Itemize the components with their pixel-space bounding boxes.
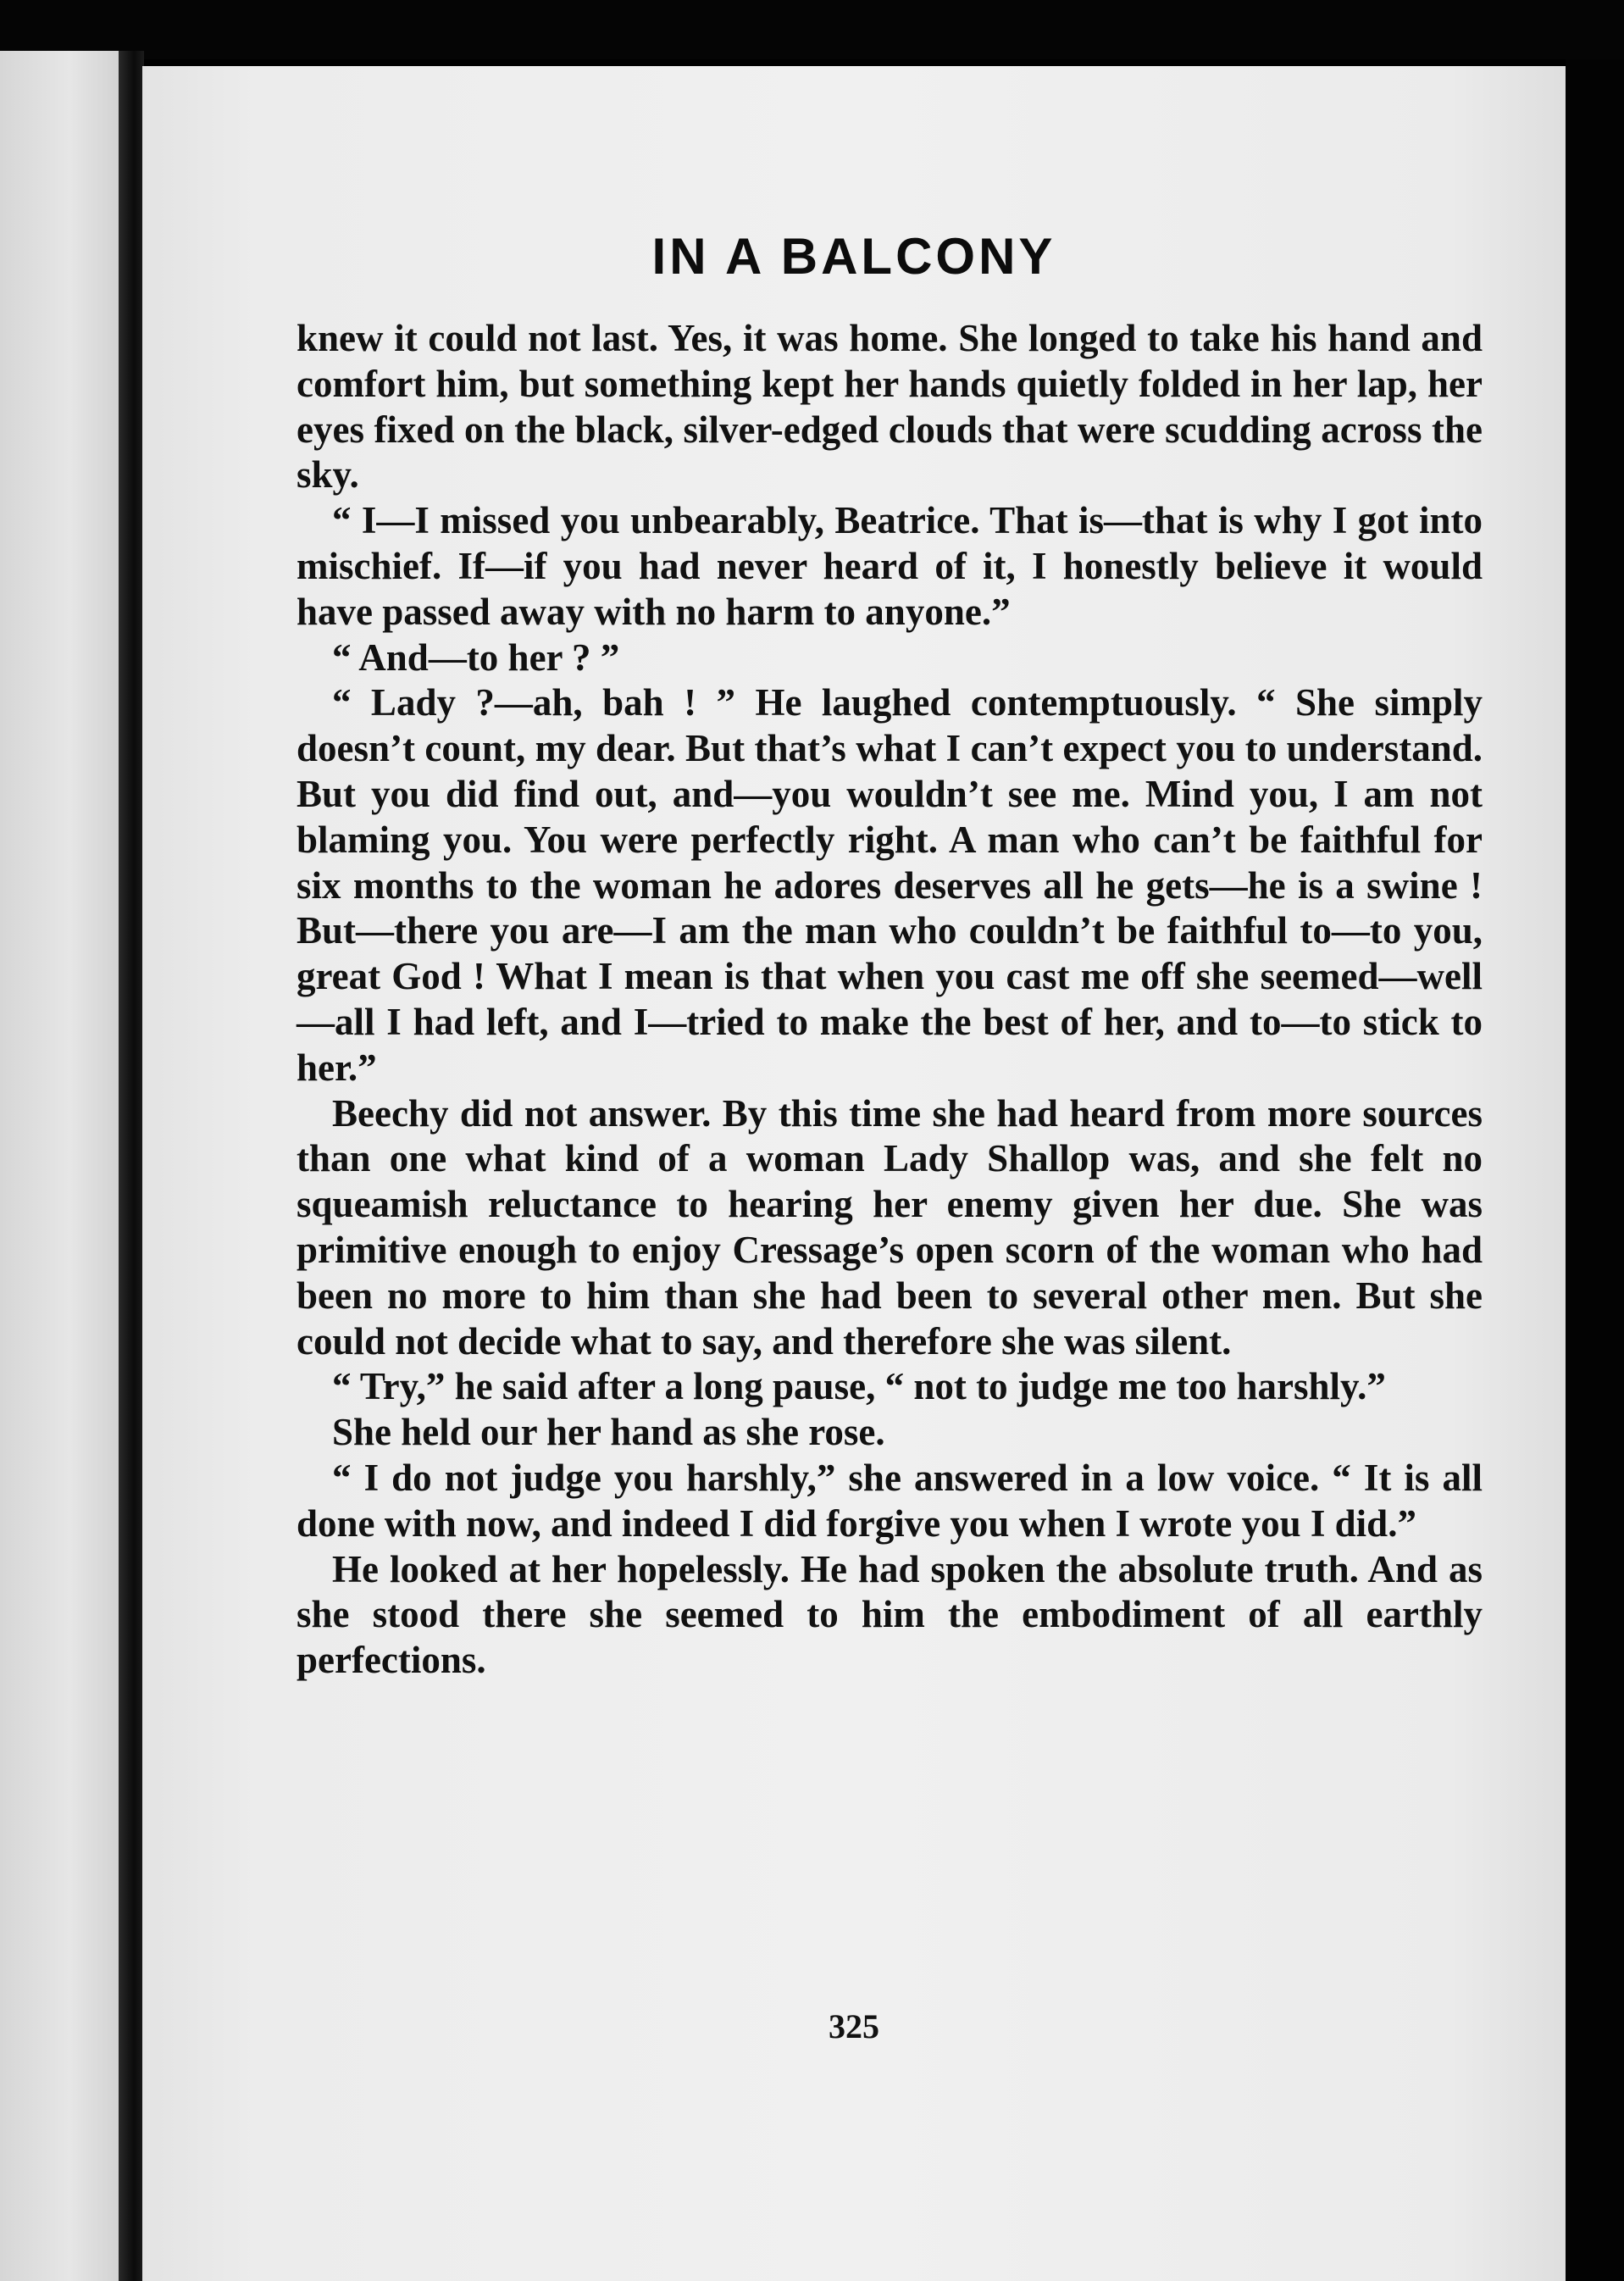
- body-text: [297, 316, 1483, 1684]
- paragraph: knew it could not last. Yes, it was home. She longed to take his hand and comfort him, but something kept her hands quietly folded in her lap, her eyes fixed on the black, silver-edged clouds that were scudding across the sky.: [297, 317, 1483, 497]
- paragraph: “ Try,” he said after a long pause, “ not to judge me too harshly.”: [332, 1365, 1386, 1408]
- paragraph: She held our her hand as she rose.: [332, 1411, 885, 1454]
- paragraph: “ I do not judge you harshly,” she answered in a low voice. “ It is all done with now, and indeed I did forgive you when I wrote you I did.”: [297, 1456, 1483, 1545]
- paragraph: Beechy did not answer. By this time she had heard from more sources than one what kind of a woman Lady Shallop was, and she felt no squeamish reluctance to hearing her enemy given her due. She was primitive enough to enjoy Cressage’s open scorn of the woman who had been no more to him than she had been to several other men. But she could not decide what to say, and therefore she was silent.: [297, 1091, 1483, 1362]
- paragraph: “ I—I missed you unbearably, Beatrice. That is—that is why I got into mischief. If—if you had never heard of it, I honestly believe it would have passed away with no harm to anyone.”: [297, 499, 1483, 633]
- running-head: IN A BALCONY: [651, 228, 1056, 285]
- facing-page-edge: [0, 51, 127, 2281]
- paragraph: He looked at her hopelessly. He had spoken the absolute truth. And as she stood there she seemed to him the embodiment of all earthly perfections.: [297, 1547, 1483, 1682]
- page-number: 325: [829, 2007, 879, 2045]
- paragraph: “ And—to her ? ”: [332, 635, 620, 679]
- page-sheet: [142, 66, 1566, 2281]
- scan-right-border: [1566, 59, 1624, 2281]
- scan-top-border: [0, 0, 1624, 59]
- binding-gutter: [119, 51, 144, 2281]
- paragraph: “ Lady ?—ah, bah ! ” He laughed contemptuously. “ She simply doesn’t count, my dear. But that’s what I can’t expect you to understand. But you did find out, and—you wouldn’t see me. Mind you, I am not blaming you. You were perfectly right. A man who can’t be faithful for six months to the woman he adores deserves all he gets—he is a swine ! But—there you are—I am the man who couldn’t be faithful to—to you, great God ! What I mean is that when you cast me off she seemed—well—all I had left, and I—tried to make the best of her, and to—to stick to her.”: [297, 681, 1483, 1089]
